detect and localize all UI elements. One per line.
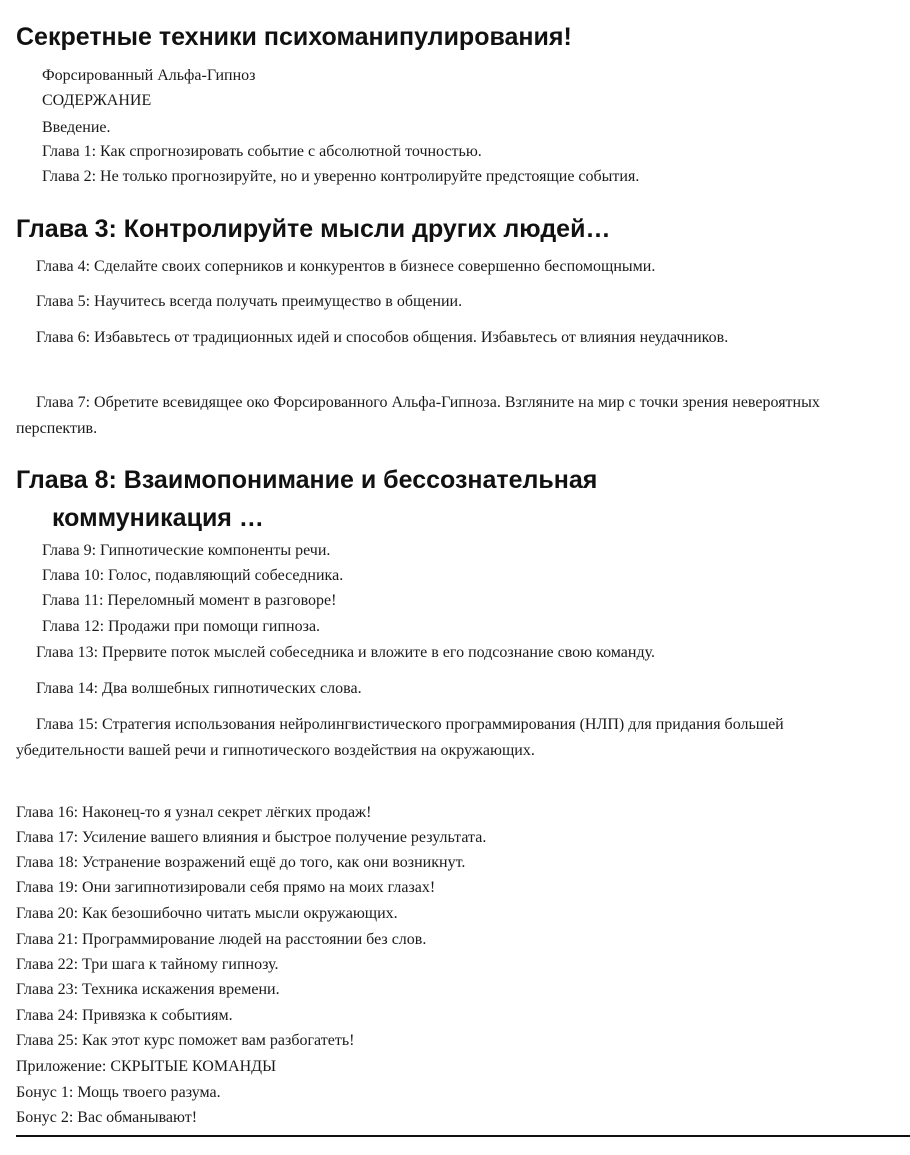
bonus-entry: Бонус 1: Мощь твоего разума. [16, 1084, 221, 1101]
toc-entry: Глава 5: Научитесь всегда получать преимущество в общении. [36, 293, 463, 310]
toc-entry: Глава 19: Они загипнотизировали себя прямо на моих глазах! [16, 879, 436, 896]
toc-entry: Глава 4: Сделайте своих соперников и конкурентов в бизнесе совершенно беспомощными. [36, 258, 656, 275]
toc-entry: Глава 11: Переломный момент в разговоре! [42, 592, 337, 609]
toc-entry: Глава 9: Гипнотические компоненты речи. [42, 542, 331, 559]
toc-entry: Глава 7: Обретите всевидящее око Форсированного Альфа-Гипноза. Взгляните на мир с точки зрения невероятных перспектив. [16, 394, 820, 437]
toc-entry: Глава 15: Стратегия использования нейролингвистического программирования (НЛП) для придания большей убедительности вашей речи и гипнотического воздействия на окружающих. [16, 716, 784, 759]
toc-entry: Глава 18: Устранение возражений ещё до того, как они возникнут. [16, 854, 466, 871]
document-title: Секретные техники психоманипулирования! [16, 23, 572, 51]
toc-entry: Введение. [42, 119, 111, 136]
chapter-8-heading-continuation: коммуникация … [52, 504, 264, 532]
toc-entry: Глава 25: Как этот курс поможет вам разбогатеть! [16, 1032, 355, 1049]
toc-entry: Глава 17: Усиление вашего влияния и быстрое получение результата. [16, 829, 487, 846]
toc-entry: Глава 14: Два волшебных гипнотических слова. [36, 680, 362, 697]
toc-entry: Глава 6: Избавьтесь от традиционных идей и способов общения. Избавьтесь от влияния неудачников. [36, 329, 729, 346]
chapter-3-heading: Глава 3: Контролируйте мысли других людей… [16, 215, 611, 243]
toc-entry: Глава 23: Техника искажения времени. [16, 981, 280, 998]
toc-entry: Глава 1: Как спрогнозировать событие с абсолютной точностью. [42, 143, 482, 160]
toc-entry: Глава 10: Голос, подавляющий собеседника. [42, 567, 344, 584]
toc-entry: Глава 20: Как безошибочно читать мысли окружающих. [16, 905, 398, 922]
bonus-entry: Бонус 2: Вас обманывают! [16, 1109, 198, 1126]
chapter-8-heading: Глава 8: Взаимопонимание и бессознательная [16, 466, 598, 494]
toc-entry: Глава 16: Наконец-то я узнал секрет лёгких продаж! [16, 804, 372, 821]
appendix-entry: Приложение: СКРЫТЫЕ КОМАНДЫ [16, 1058, 277, 1075]
contents-label: СОДЕРЖАНИЕ [42, 92, 152, 109]
toc-entry: Глава 12: Продажи при помощи гипноза. [42, 618, 321, 635]
toc-entry: Глава 13: Прервите поток мыслей собеседника и вложите в его подсознание свою команду. [36, 644, 655, 661]
toc-entry: Глава 22: Три шага к тайному гипнозу. [16, 956, 279, 973]
toc-entry: Глава 21: Программирование людей на расстоянии без слов. [16, 931, 427, 948]
toc-entry: Глава 24: Привязка к событиям. [16, 1007, 233, 1024]
bottom-divider [16, 1135, 910, 1137]
subtitle-line: Форсированный Альфа-Гипноз [42, 67, 256, 84]
toc-entry: Глава 2: Не только прогнозируйте, но и уверенно контролируйте предстоящие события. [42, 168, 640, 185]
